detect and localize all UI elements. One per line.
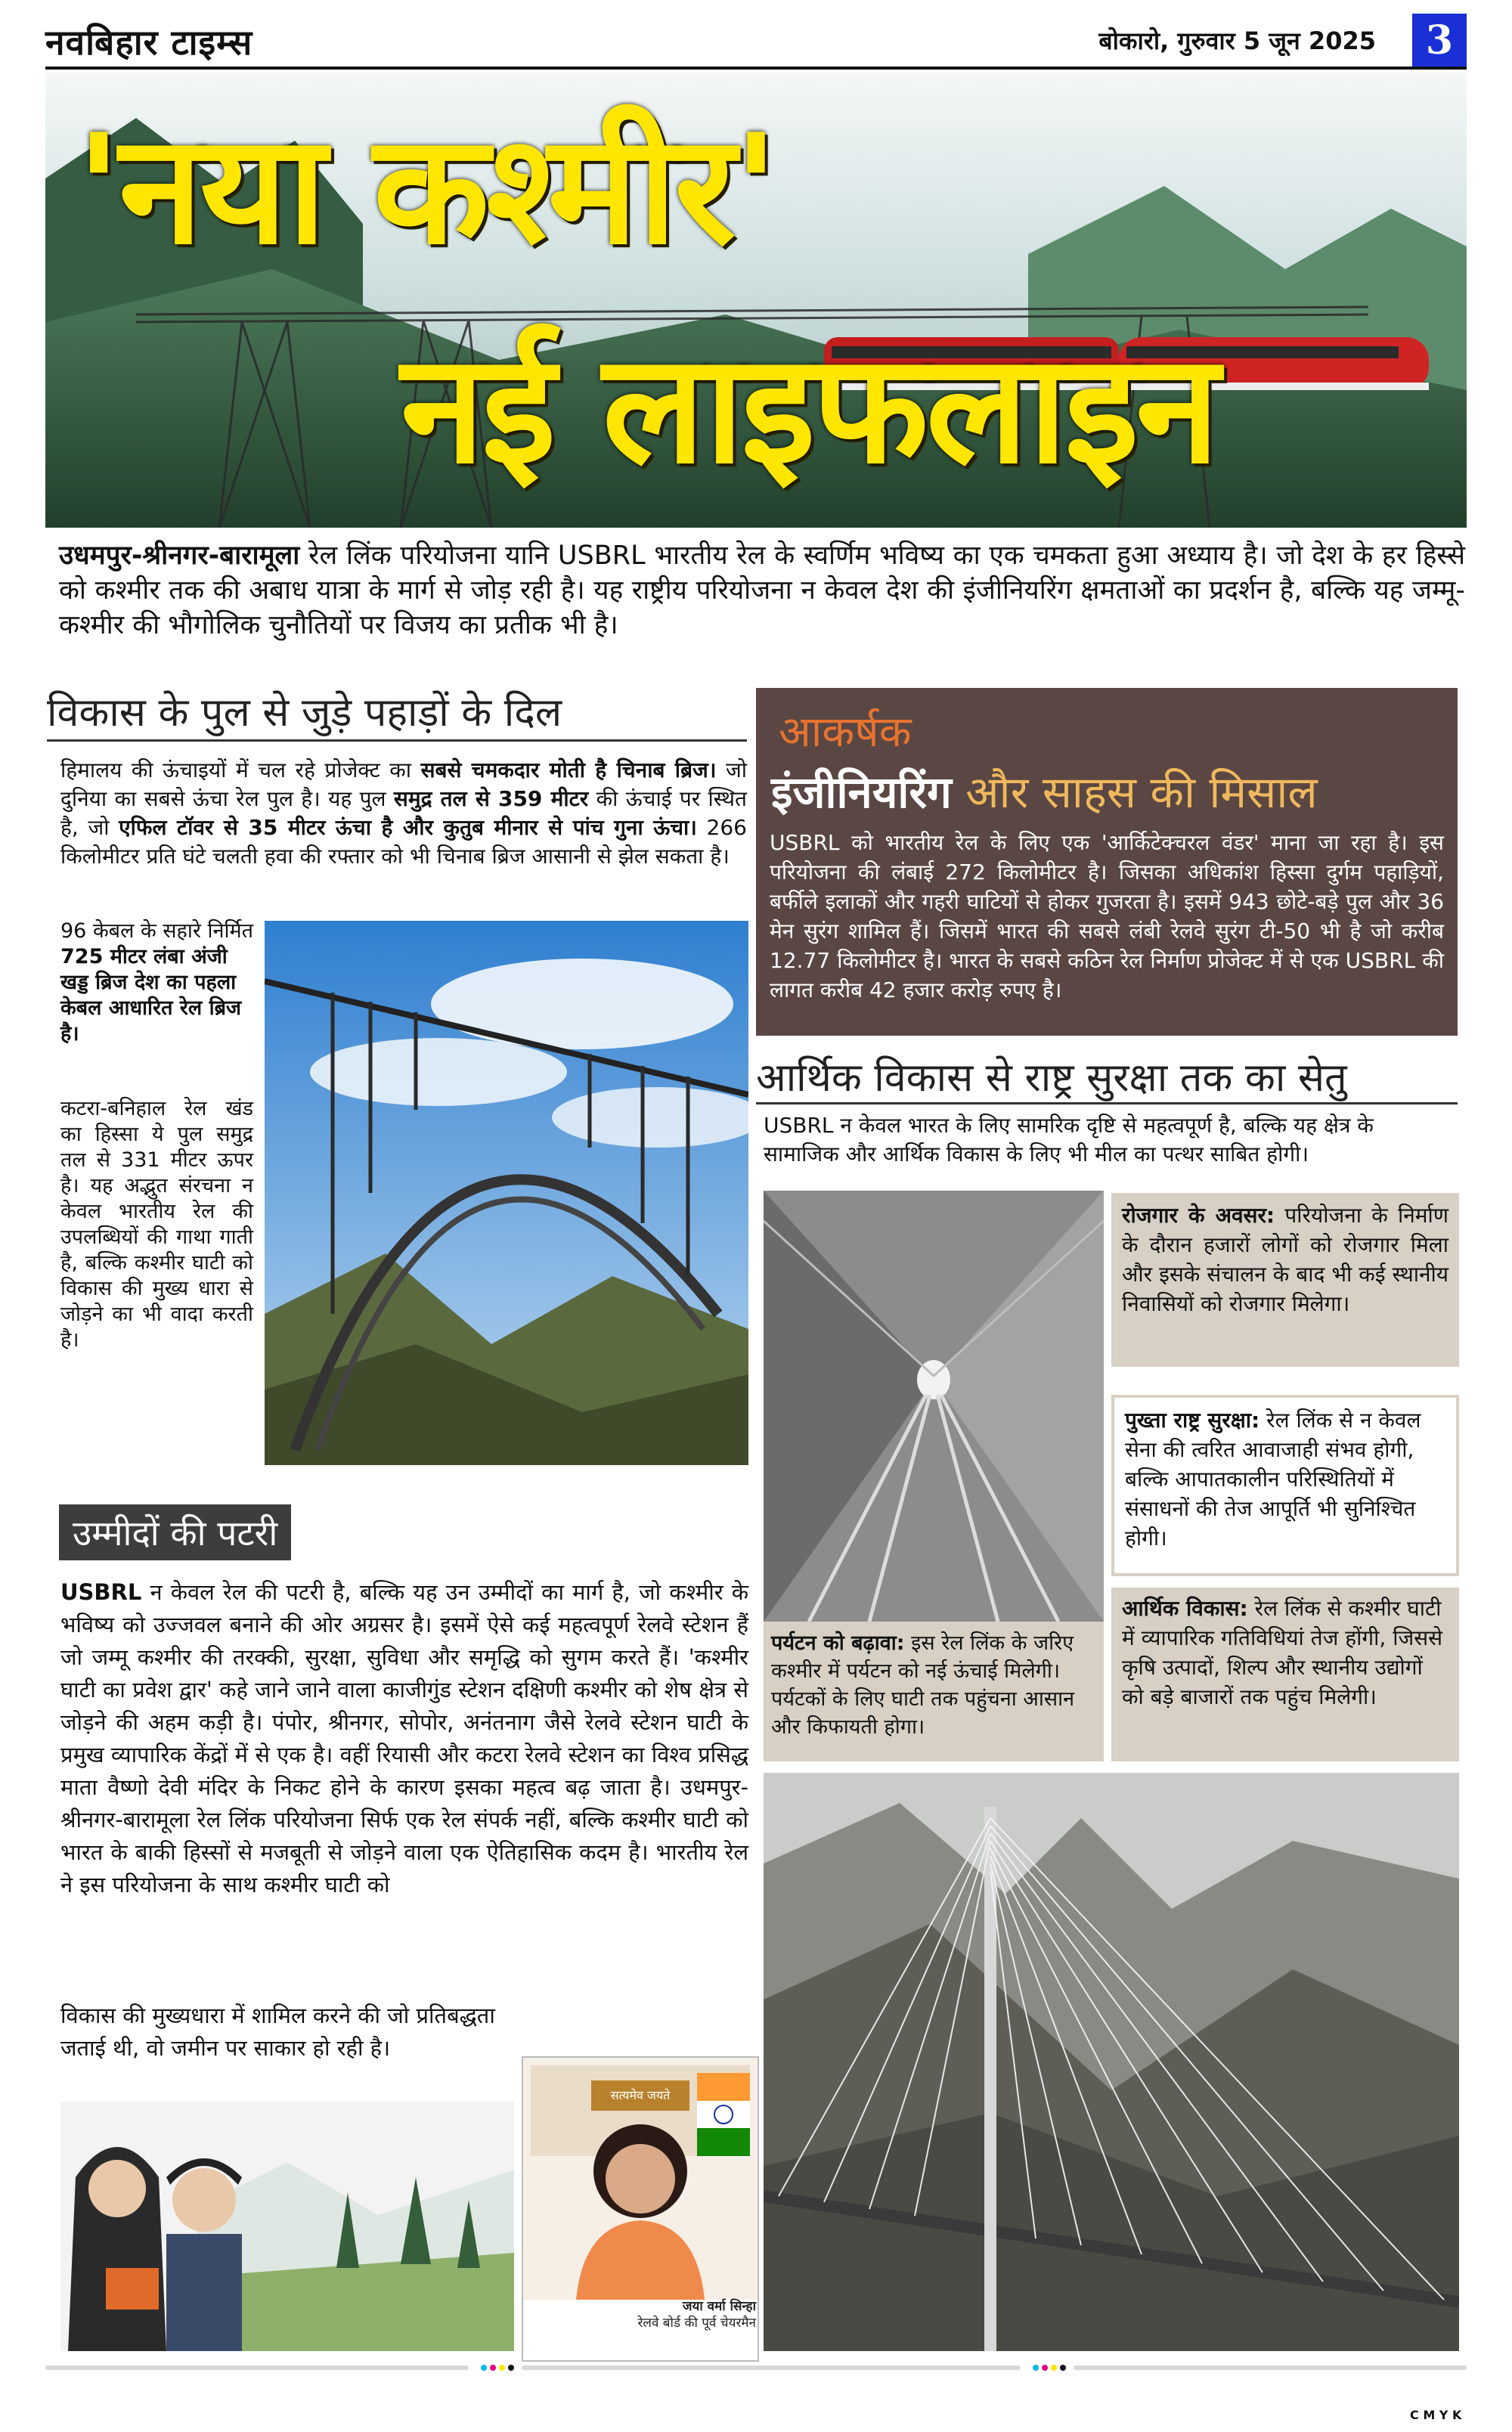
intro-lead: उधमपुर-श्रीनगर-बारामूला [59,541,300,571]
ummeed-text: न केवल रेल की पटरी है, बल्कि यह उन उम्मीदों का मार्ग है, जो कश्मीर के भविष्य को उज्जवल बनाने की ओर अग्रसर है। इसमें ऐसे कई महत्वपूर्ण रेलवे स्टेशन हैं जो जम्मू कश्मीर की तरक्की, सुरक्षा, सुविधा और समृद्धि को सुगम करते हैं। 'कश्मीर घाटी का प्रवेश द्वार' कहे जाने जाने वाला काजीगुंड स्टेशन दक्षिणी कश्मीर को शेष क्षेत्र से जोड़ने की अहम कड़ी है। पंपोर, श्रीनगर, सोपोर, अनंतनाग जैसे रेलवे स्टेशन घाटी के प्रमुख व्यापारिक केंद्रों में से एक है। वहीं रियासी और कटरा रेलवे स्टेशन का विश्व प्रसिद्ध माता वैष्णो देवी मंदिर के निकट होने के कारण इसका महत्व बढ़ जाता है। उधमपुर-श्रीनगर-बारामूला रेल लिंक परियोजना सिर्फ एक रेल संपर्क नहीं, बल्कि कश्मीर घाटी को भारत के बाकी हिस्सों से मजबूती से जोड़ने वाला एक ऐतिहासिक कदम है। भारतीय रेल ने इस परियोजना के साथ कश्मीर घाटी को [60,1579,748,1898]
kids-valley-photo [60,2102,514,2351]
anji-cable-bridge-photo [764,1773,1459,2351]
vikas-text-4: 266 किलोमीटर प्रति घंटे चलती हवा की रफ्तार को भी चिनाब ब्रिज आसानी से झेल सकता है। [60,815,747,869]
hero-banner [45,73,1467,528]
rozgar-text: परियोजना के निर्माण के दौरान हजारों लोगों को रोजगार मिला और इसके संचालन के बाद भी कई स्थानीय निवासियों को रोजगार मिलेगा। [1122,1203,1448,1316]
paryatan-box [764,1622,1104,1761]
section-rule [756,1102,1458,1104]
masthead-rule [45,67,1467,70]
arthik-section-title: आर्थिक विकास से राष्ट्र सुरक्षा तक का सेतु [756,1055,1347,1101]
vikas-bold-2: समुद्र तल से 359 मीटर [393,786,589,811]
cable-note-bold: 725 मीटर लंबा अंजी खड्ड ब्रिज देश का पहला केबल आधारित रेल ब्रिज है। [60,945,242,1046]
intro-paragraph [59,538,1465,643]
jaya-caption [522,2298,756,2331]
dateline: बोकारो, गुरुवार 5 जून 2025 [1098,26,1376,55]
panel-body: USBRL को भारतीय रेल के लिए एक 'आर्किटेक्चरल वंडर' माना जा रहा है। इस परियोजना की लंबाई 272 किलोमीटर है। जिसका अधिकांश हिस्सा दुर्गम पहाड़ियों, बर्फीले इलाकों और गहरी घाटियों से होकर गुजरता है। इसमें 943 छोटे-बड़े पुल और 36 मेन सुरंग शामिल हैं। जिसमें भारत की सबसे लंबी रेलवे सुरंग टी-50 भी है जो करीब 12.77 किलोमीटर है। भारत के सबसे कठिन रेल निर्माण प्रोजेक्ट में से एक USBRL की लागत करीब 42 हजार करोड़ रुपए है। [770,830,1444,1002]
arthik-body: USBRL न केवल भारत के लिए सामरिक दृष्टि से महत्वपूर्ण है, बल्कि यह क्षेत्र के सामाजिक और आर्थिक विकास के लिए भी मील का पत्थर साबित होगी। [764,1113,1374,1166]
suraksha-box [1111,1395,1459,1576]
intro-text: रेल लिंक परियोजना यानि USBRL भारतीय रेल के स्वर्णिम भविष्य का एक चमकता हुआ अध्याय है। जो देश के हर हिस्से को कश्मीर तक की अबाध यात्रा के मार्ग से जोड़ रही है। यह राष्ट्रीय परियोजना न केवल देश की इंजीनियरिंग क्षमताओं का प्रदर्शन है, बल्कि यह जम्मू-कश्मीर की भौगोलिक चुनौतियों पर विजय का प्रतीक भी है। [59,541,1465,640]
ummeed-section-title: उम्मीदों की पटरी [59,1504,291,1560]
panel-title-2 [771,761,1318,820]
paryatan-text: इस रेल लिंक के जरिए कश्मीर में पर्यटन को नई ऊंचाई मिलेगी। पर्यटकों के लिए घाटी तक पहुंचना आसान और किफायती होगा। [771,1631,1075,1739]
paryatan-head: पर्यटन को बढ़ावा: [771,1631,905,1655]
vikas-bold-1: सबसे चमकदार मोती है चिनाब ब्रिज। [420,757,717,782]
ummeed-lead: USBRL [60,1579,142,1605]
panel-title-1: आकर्षक [779,708,912,757]
rozgar-head: रोजगार के अवसर: [1122,1203,1275,1228]
headline-line-2: नई लाइफलाइन [401,321,1217,497]
vikas-text-2: जो दुनिया का सबसे ऊंचा रेल पुल है। यह पुल [60,757,748,811]
footer-rule [45,2361,1467,2370]
vikas-text-3: की ऊंचाई पर स्थित है, जो [60,786,747,840]
tunnel-photo [764,1191,1104,1622]
ummeed-body [60,1576,748,1901]
panel-title-2b: और साहस की मिसाल [951,767,1318,818]
cable-bridge-note [60,919,253,1047]
suraksha-head: पुख्ता राष्ट्र सुरक्षा: [1125,1408,1260,1433]
katra-note: कटरा-बनिहाल रेल खंड का हिस्सा ये पुल समुद्र तल से 331 मीटर ऊपर है। यह अद्भुत संरचना न केवल भारतीय रेल की उपलब्धियों की गाथा गाती है, बल्कि कश्मीर घाटी को विकास की मुख्य धारा से जोड़ने का भी वादा करती है। [60,1097,253,1352]
arthik-vikas-text: रेल लिंक से कश्मीर घाटी में व्यापारिक गतिविधियां तेज होंगी, जिससे कृषि उत्पादों, शिल्प और स्थानीय उद्योगों को बड़े बाजारों तक पहुंच मिलेगी। [1122,1596,1443,1709]
vikas-body [60,756,747,871]
ummeed-tail: विकास की मुख्यधारा में शामिल करने की जो प्रतिबद्धता जताई थी, वो जमीन पर साकार हो रही है। [60,2003,495,2061]
vikas-bold-3: एफिल टॉवर से 35 मीटर ऊंचा है और कुतुब मीनार से पांच गुना ऊंचा। [119,815,697,840]
headline-line-1: 'नया कश्मीर' [76,102,776,278]
engineering-panel [756,688,1458,1036]
plaque-text: सत्यमेव जयते [610,2088,671,2102]
chenab-bridge-photo [265,921,748,1465]
arthik-vikas-box [1111,1588,1459,1761]
arthik-vikas-head: आर्थिक विकास: [1122,1596,1248,1621]
jaya-designation: रेलवे बोर्ड की पूर्व चेयरमैन [637,2316,756,2331]
vikas-text-1: हिमालय की ऊंचाइयों में चल रहे प्रोजेक्ट का [60,757,421,782]
page-number: 3 [1412,14,1467,68]
section-rule [47,739,747,742]
masthead [45,14,1467,67]
jaya-name: जया वर्मा सिन्हा [682,2299,756,2314]
cmyk-marks: C M Y K [1410,2408,1462,2422]
rozgar-box [1111,1193,1459,1367]
cable-note-text: 96 केबल के सहारे निर्मित [60,919,254,943]
paper-name: नवबिहार टाइम्स [45,22,253,63]
suraksha-text: रेल लिंक से न केवल सेना की त्वरित आवाजाही संभव होगी, बल्कि आपातकालीन परिस्थितियों में संसाधनों की तेज आपूर्ति भी सुनिश्चित होगी। [1125,1408,1421,1551]
vikas-section-title: विकास के पुल से जुड़े पहाड़ों के दिल [47,690,562,736]
panel-title-2a: इंजीनियरिंग [771,767,952,818]
